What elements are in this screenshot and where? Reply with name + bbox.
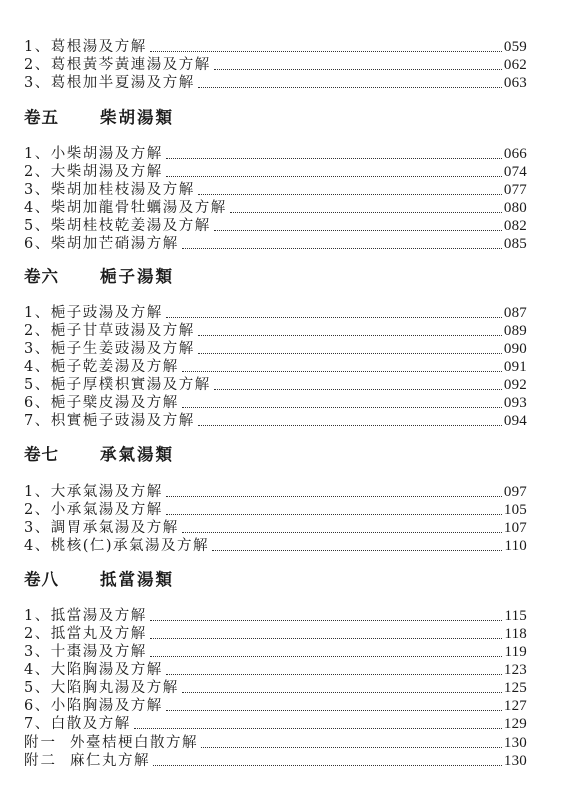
toc-entry-title: 1、抵當湯及方解	[24, 608, 147, 624]
toc-entry-page-number: 125	[503, 680, 527, 696]
volume-heading	[24, 266, 174, 288]
toc-entry-title: 1、大承氣湯及方解	[24, 484, 163, 500]
toc-entry-page-number: 093	[503, 395, 527, 411]
appendix-label: 附一	[24, 735, 57, 751]
toc-entry[interactable]	[24, 322, 527, 340]
dot-leader	[230, 212, 502, 213]
dot-leader	[198, 353, 502, 354]
toc-entry[interactable]	[24, 235, 527, 253]
dot-leader	[134, 728, 502, 729]
toc-entry[interactable]	[24, 340, 527, 358]
dot-leader	[166, 158, 502, 159]
volume-number: 卷六	[24, 267, 59, 286]
dot-leader	[166, 317, 502, 318]
toc-entry-page-number: 119	[504, 644, 527, 660]
toc-entry-page-number: 082	[503, 218, 527, 234]
dot-leader	[166, 176, 502, 177]
toc-entry-title: 2、葛根黃芩黃連湯及方解	[24, 57, 211, 73]
toc-entry[interactable]	[24, 199, 527, 217]
dot-leader	[150, 656, 503, 657]
dot-leader	[214, 230, 502, 231]
toc-entry[interactable]	[24, 56, 527, 74]
toc-entry-title: 2、抵當丸及方解	[24, 626, 147, 642]
toc-entry[interactable]	[24, 217, 527, 235]
volume-category: 抵當湯類	[100, 570, 174, 589]
toc-entry-page-number: 130	[503, 753, 527, 769]
toc-entry[interactable]	[24, 412, 527, 430]
toc-entry[interactable]	[24, 145, 527, 163]
toc-entry-page-number: 090	[503, 341, 527, 357]
toc-entry[interactable]	[24, 358, 527, 376]
toc-entry-appendix[interactable]	[24, 734, 527, 752]
volume-category: 柴胡湯類	[100, 108, 174, 127]
toc-entry[interactable]	[24, 181, 527, 199]
toc-entry-title	[24, 734, 198, 752]
volume-category: 梔子湯類	[100, 267, 174, 286]
volume-number: 卷八	[24, 570, 59, 589]
dot-leader	[214, 69, 502, 70]
toc-entry-title: 2、小承氣湯及方解	[24, 502, 163, 518]
toc-entry-title: 1、小柴胡湯及方解	[24, 146, 163, 162]
toc-entry-title: 3、葛根加半夏湯及方解	[24, 75, 195, 91]
toc-entry-page-number: 130	[503, 735, 527, 751]
toc-entry-title	[24, 752, 150, 770]
toc-entry-page-number: 089	[503, 323, 527, 339]
toc-entry-title: 5、柴胡桂枝乾姜湯及方解	[24, 218, 211, 234]
dot-leader	[198, 335, 502, 336]
toc-entry-title: 4、桃核(仁)承氣湯及方解	[24, 538, 210, 554]
toc-entry-appendix[interactable]	[24, 752, 527, 770]
dot-leader	[182, 407, 502, 408]
toc-entry-page-number: 066	[503, 146, 527, 162]
toc-entry-title: 6、柴胡加芒硝湯方解	[24, 236, 179, 252]
toc-entry-title: 1、梔子豉湯及方解	[24, 305, 163, 321]
dot-leader	[198, 87, 502, 88]
dot-leader	[201, 747, 502, 748]
toc-entry[interactable]	[24, 501, 527, 519]
toc-entry-page-number: 110	[504, 538, 527, 554]
toc-entry[interactable]	[24, 483, 527, 501]
dot-leader	[150, 620, 503, 621]
appendix-title: 麻仁丸方解	[70, 753, 150, 769]
toc-entry[interactable]	[24, 519, 527, 537]
toc-entry-title: 4、梔子乾姜湯及方解	[24, 359, 179, 375]
volume-number: 卷七	[24, 445, 59, 464]
toc-entry-page-number: 123	[503, 662, 527, 678]
toc-entry-title: 7、白散及方解	[24, 716, 131, 732]
toc-entry-page-number: 062	[503, 57, 527, 73]
toc-entry[interactable]	[24, 679, 527, 697]
dot-leader	[166, 514, 502, 515]
toc-entry-title: 1、葛根湯及方解	[24, 39, 147, 55]
dot-leader	[150, 638, 503, 639]
toc-entry[interactable]	[24, 661, 527, 679]
toc-entry-title: 5、梔子厚樸枳實湯及方解	[24, 377, 211, 393]
toc-entry-page-number: 129	[503, 716, 527, 732]
toc-entry[interactable]	[24, 607, 527, 625]
dot-leader	[212, 550, 502, 551]
toc-entry-page-number: 105	[503, 502, 527, 518]
toc-entry-page-number: 115	[504, 608, 527, 624]
toc-entry[interactable]	[24, 394, 527, 412]
toc-entry-title: 3、柴胡加桂枝湯及方解	[24, 182, 195, 198]
toc-entry[interactable]	[24, 697, 527, 715]
toc-entry-page-number: 085	[503, 236, 527, 252]
toc-entry-page-number: 094	[503, 413, 527, 429]
toc-entry-title: 3、十棗湯及方解	[24, 644, 147, 660]
toc-entry-page-number: 087	[503, 305, 527, 321]
toc-entry-title: 3、調胃承氣湯及方解	[24, 520, 179, 536]
dot-leader	[166, 496, 502, 497]
dot-leader	[182, 692, 502, 693]
toc-entry-page-number: 118	[504, 626, 527, 642]
toc-entry-page-number: 074	[503, 164, 527, 180]
toc-entry-title: 7、枳實梔子豉湯及方解	[24, 413, 195, 429]
toc-entry-page-number: 127	[503, 698, 527, 714]
volume-heading	[24, 569, 174, 591]
toc-entry[interactable]	[24, 163, 527, 181]
volume-heading	[24, 107, 174, 129]
toc-entry-title: 4、大陷胸湯及方解	[24, 662, 163, 678]
toc-entry-page-number: 063	[503, 75, 527, 91]
dot-leader	[166, 710, 502, 711]
toc-entry[interactable]	[24, 74, 527, 92]
toc-entry[interactable]	[24, 376, 527, 394]
dot-leader	[153, 765, 502, 766]
toc-entry[interactable]	[24, 537, 527, 555]
toc-entry-page-number: 092	[503, 377, 527, 393]
toc-entry[interactable]	[24, 38, 527, 56]
toc-entry-title: 4、柴胡加龍骨牡蠣湯及方解	[24, 200, 227, 216]
toc-entry-page-number: 091	[503, 359, 527, 375]
volume-number: 卷五	[24, 108, 59, 127]
dot-leader	[150, 51, 502, 52]
volume-category: 承氣湯類	[100, 445, 174, 464]
toc-entry-page-number: 080	[503, 200, 527, 216]
toc-entry[interactable]	[24, 643, 527, 661]
toc-entry[interactable]	[24, 715, 527, 733]
toc-entry-title: 2、梔子甘草豉湯及方解	[24, 323, 195, 339]
appendix-label: 附二	[24, 753, 57, 769]
toc-entry[interactable]	[24, 625, 527, 643]
dot-leader	[166, 674, 502, 675]
toc-entry-title: 3、梔子生姜豉湯及方解	[24, 341, 195, 357]
toc-entry-title: 6、小陷胸湯及方解	[24, 698, 163, 714]
dot-leader	[198, 425, 502, 426]
toc-entry-title: 5、大陷胸丸湯及方解	[24, 680, 179, 696]
dot-leader	[214, 389, 502, 390]
toc-entry[interactable]	[24, 304, 527, 322]
toc-entry-page-number: 097	[503, 484, 527, 500]
volume-heading	[24, 444, 174, 466]
toc-entry-page-number: 077	[503, 182, 527, 198]
toc-entry-title: 2、大柴胡湯及方解	[24, 164, 163, 180]
dot-leader	[198, 194, 502, 195]
dot-leader	[182, 248, 502, 249]
dot-leader	[182, 371, 502, 372]
dot-leader	[182, 532, 502, 533]
toc-entry-page-number: 059	[503, 39, 527, 55]
toc-entry-title: 6、梔子檗皮湯及方解	[24, 395, 179, 411]
appendix-title: 外臺桔梗白散方解	[70, 735, 198, 751]
toc-entry-page-number: 107	[503, 520, 527, 536]
